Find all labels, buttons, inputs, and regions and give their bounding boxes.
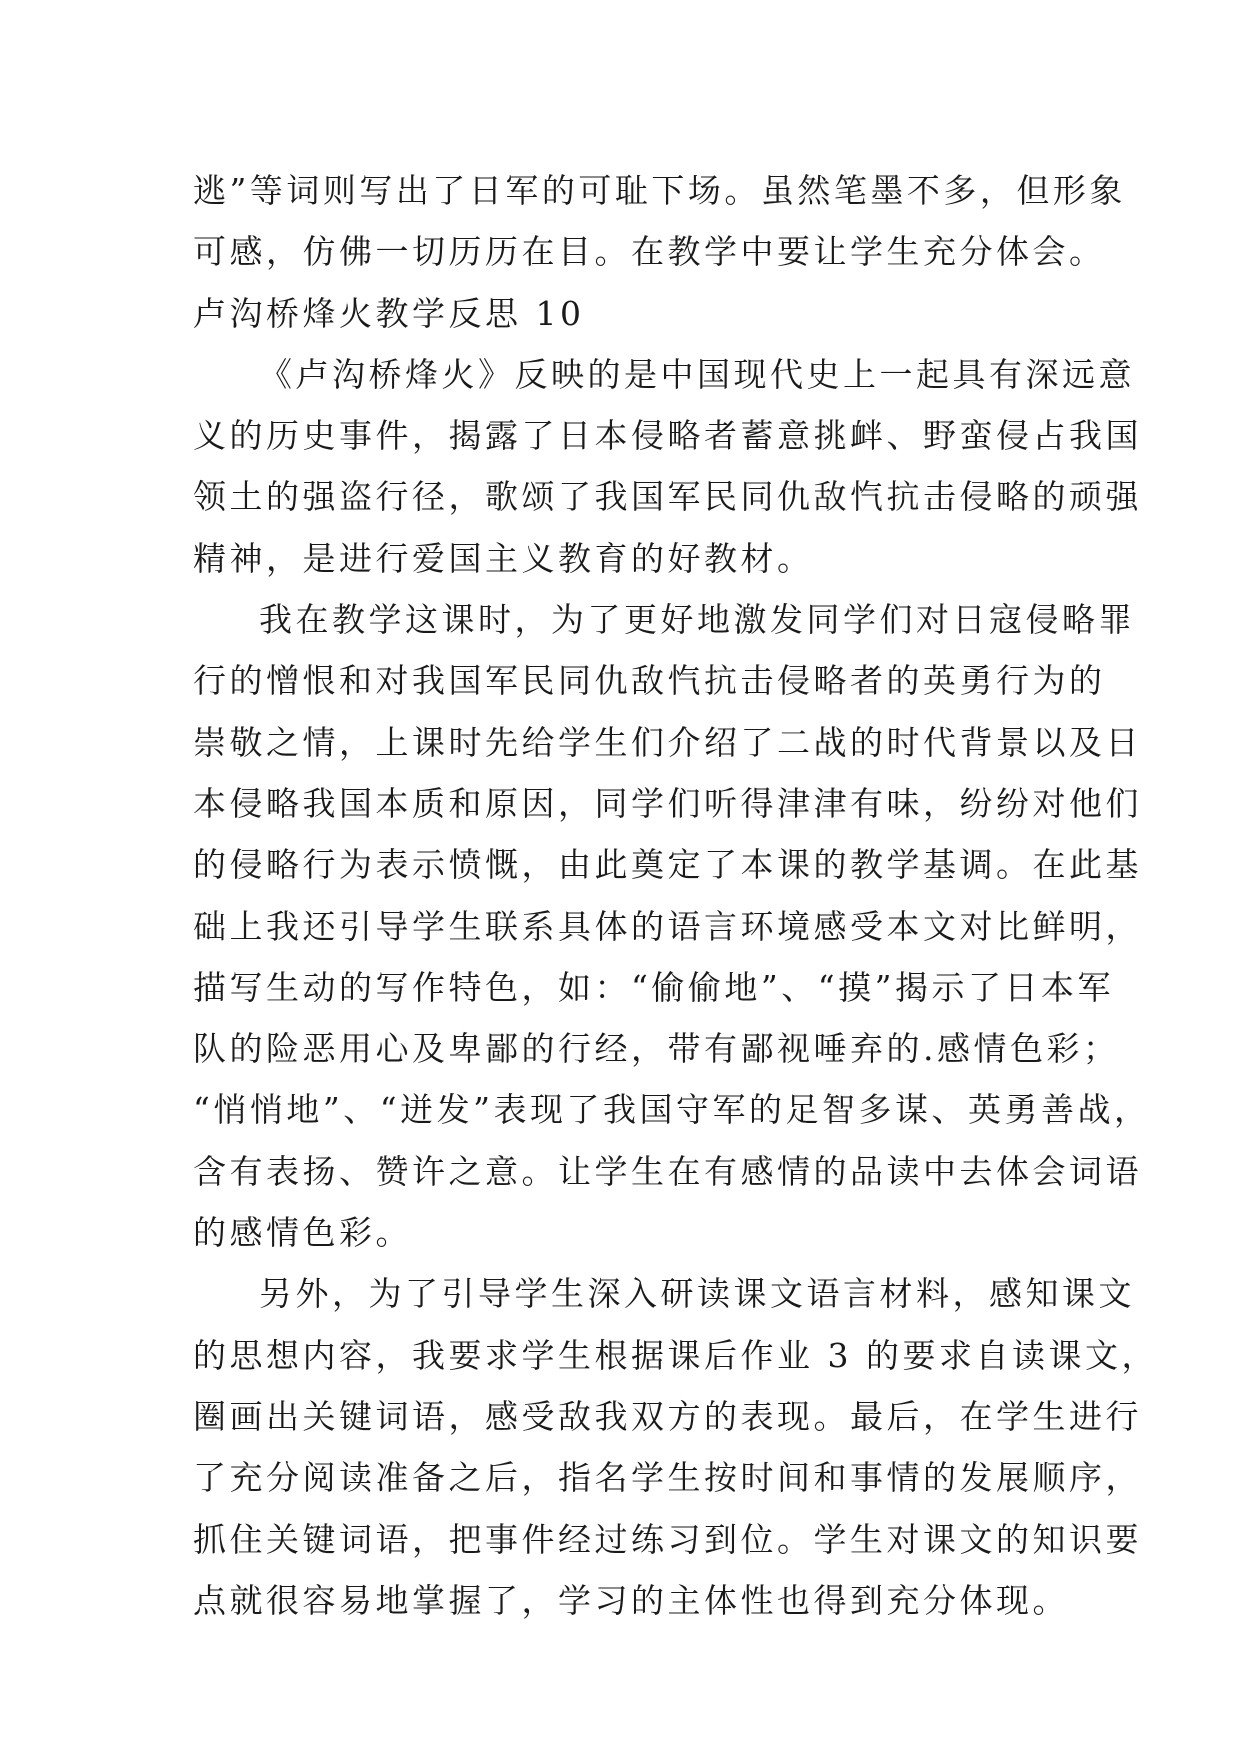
document-body (193, 160, 1158, 1631)
text-line: 领土的强盗行径，歌颂了我国军民同仇敌忾抗击侵略的顽强 (193, 477, 1142, 517)
text-line: 圈画出关键词语，感受敌我双方的表现。最后，在学生进行 (193, 1396, 1142, 1436)
text-line: 另外，为了引导学生深入研读课文语言材料，感知课文 (259, 1274, 1135, 1314)
text-line: 我在教学这课时，为了更好地激发同学们对日寇侵略罪 (259, 600, 1135, 640)
text-line: 点就很容易地掌握了，学习的主体性也得到充分体现。 (193, 1580, 1069, 1620)
text-line: 队的险恶用心及卑鄙的行经，带有鄙视唾弃的.感情色彩； (193, 1029, 1120, 1069)
text-line: 《卢沟桥烽火》反映的是中国现代史上一起具有深远意 (259, 354, 1135, 394)
text-line: 本侵略我国本质和原因，同学们听得津津有味，纷纷对他们 (193, 783, 1142, 823)
text-line: 行的憎恨和对我国军民同仇敌忾抗击侵略者的英勇行为的 (193, 661, 1106, 701)
text-line: 的思想内容，我要求学生根据课后作业 3 的要求自读课文， (193, 1335, 1158, 1375)
text-line: “悄悄地”、“迸发”表现了我国守军的足智多谋、英勇善战， (193, 1090, 1151, 1130)
text-line: 抓住关键词语，把事件经过练习到位。学生对课文的知识要 (193, 1519, 1142, 1559)
text-line: 础上我还引导学生联系具体的语言环境感受本文对比鲜明， (193, 906, 1142, 946)
text-line: 逃”等词则写出了日军的可耻下场。虽然笔墨不多，但形象 (193, 171, 1126, 210)
text-line: 义的历史事件，揭露了日本侵略者蓄意挑衅、野蛮侵占我国 (193, 416, 1142, 456)
text-line: 的侵略行为表示愤慨，由此奠定了本课的教学基调。在此基 (193, 845, 1142, 885)
text-line: 崇敬之情，上课时先给学生们介绍了二战的时代背景以及日 (193, 722, 1142, 762)
section-heading: 卢沟桥烽火教学反思 10 (193, 293, 585, 333)
text-line: 描写生动的写作特色，如：“偷偷地”、“摸”揭示了日本军 (193, 967, 1114, 1007)
text-line: 的感情色彩。 (193, 1213, 412, 1253)
text-line: 可感，仿佛一切历历在目。在教学中要让学生充分体会。 (193, 232, 1106, 272)
text-line: 精神，是进行爱国主义教育的好教材。 (193, 538, 814, 578)
text-line: 含有表扬、赞许之意。让学生在有感情的品读中去体会词语 (193, 1151, 1142, 1191)
text-line: 了充分阅读准备之后，指名学生按时间和事情的发展顺序， (193, 1458, 1142, 1498)
